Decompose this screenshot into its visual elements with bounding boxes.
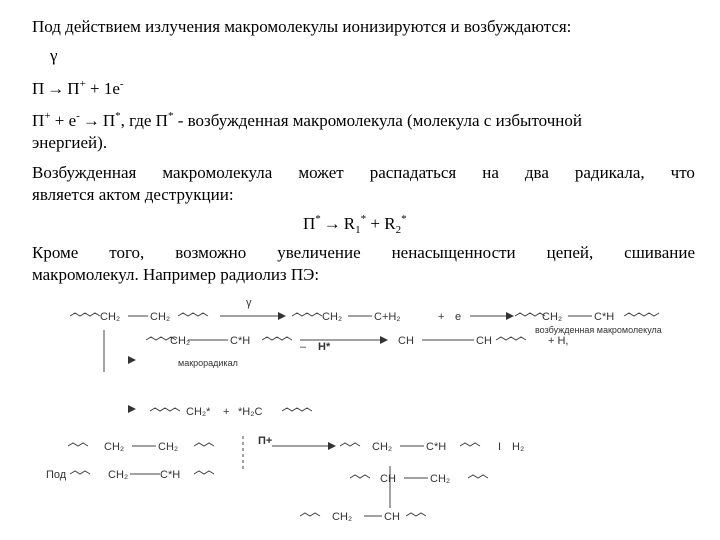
ch2-group: CH₂ — [372, 441, 393, 453]
polymer-chain-line — [340, 443, 360, 446]
ch2-group: CH₂ — [150, 311, 171, 323]
ch2-group: CH₂ — [170, 335, 191, 347]
arrow-head-icon — [128, 405, 136, 413]
crosslinking-paragraph-line2: макромолекул. Например радиолиз ПЭ: — [32, 265, 320, 284]
plus-bar: I — [498, 441, 502, 453]
polymer-chain-line — [282, 408, 312, 411]
ch2-radical: CH₂* — [186, 406, 211, 418]
polymer-chain-line — [262, 337, 292, 340]
eq2-where-mark: * — [167, 110, 174, 122]
eq3-radical1: R — [343, 214, 356, 233]
arrow-head-icon — [128, 356, 136, 364]
word: возможно — [175, 243, 247, 262]
word: распадаться — [369, 163, 457, 182]
radical-group: C*H — [230, 335, 251, 347]
polymer-chain-line — [468, 475, 488, 478]
gamma-label: γ — [246, 297, 252, 309]
ch2-group: CH₂ — [332, 511, 353, 523]
ch-group: CH — [384, 511, 400, 523]
ch-group: CH — [476, 335, 492, 347]
eq2-ion-charge: + — [44, 110, 51, 122]
plus-sign: + — [438, 311, 445, 323]
polymer-chain-line — [70, 313, 100, 316]
polymer-chain-line — [406, 513, 426, 516]
polymer-chain-line — [194, 471, 214, 474]
word: цепей, — [546, 243, 594, 262]
eq1-electron: + 1e — [85, 79, 120, 98]
plus-sign: + — [223, 406, 230, 418]
polymer-chain-line — [194, 443, 214, 446]
polymer-chain-line — [150, 408, 180, 411]
eq3-radical2-index: 2 — [395, 224, 402, 236]
word: сшивание — [624, 243, 695, 262]
minus-sign: – — [300, 341, 307, 353]
ch2-group: CH₂ — [104, 441, 125, 453]
word: Возбужденная — [32, 163, 137, 182]
eq1-reactant: П — [32, 79, 45, 98]
word: увеличение — [277, 243, 361, 262]
polymer-chain-line — [515, 313, 545, 316]
arrow-icon: → — [323, 214, 341, 233]
eq3-excited-mark: * — [315, 213, 321, 225]
word: ненасыщенности — [391, 243, 516, 262]
eq1-electron-charge: - — [119, 78, 124, 90]
radical-group: C*H — [594, 311, 615, 323]
intro-line: Под действием излучения макромолекулы ионизируются и возбуждаются: — [32, 17, 572, 36]
ionized-group: C+H₂ — [374, 311, 401, 323]
electron-label: e — [455, 311, 462, 323]
polymer-chain-line — [300, 513, 320, 516]
word: Кроме — [32, 243, 79, 262]
macroradical-label: макрорадикал — [178, 358, 238, 368]
ch2-group: CH₂ — [322, 311, 343, 323]
eq1-product: П — [67, 79, 80, 98]
eq1-product-charge: + — [79, 78, 86, 90]
eq2-electron: + e — [50, 111, 77, 130]
eq3-radical2: + R — [366, 214, 396, 233]
ch-group: CH — [398, 335, 414, 347]
arrow-head-icon — [506, 312, 514, 320]
polymer-chain-line — [624, 313, 659, 316]
word: на — [482, 163, 499, 182]
eq2-electron-charge: - — [76, 110, 80, 122]
polymer-chain-line — [496, 337, 526, 340]
eq3-radical1-mark: * — [360, 213, 367, 225]
eq3-excited: П — [303, 214, 316, 233]
polymer-chain-line — [460, 443, 480, 446]
arrow-icon: → — [47, 79, 65, 98]
gamma-symbol: γ — [50, 46, 58, 65]
ch2-group: CH₂ — [430, 473, 451, 485]
word: макромолекула — [162, 163, 273, 182]
polymer-chain-line — [292, 313, 322, 316]
excited-molecule-label: возбужденная макромолекула — [535, 325, 662, 335]
polymer-chain-line — [350, 475, 370, 478]
arrow-head-icon — [380, 336, 388, 344]
destruction-paragraph-line2: является актом деструкции: — [32, 185, 234, 204]
under-label: Под — [46, 469, 67, 481]
eq2-excited: П — [102, 111, 116, 130]
ch2-group: CH₂ — [100, 311, 121, 323]
word: что — [670, 163, 695, 182]
polymer-chain-line — [178, 313, 208, 316]
hydrogen-product: H₂ — [512, 441, 525, 453]
word: может — [298, 163, 344, 182]
excitation-line2: энергией). — [32, 133, 108, 152]
polymer-chain-line — [70, 471, 90, 474]
h2c-radical: *H₂C — [238, 406, 263, 418]
word: два — [524, 163, 549, 182]
eq3-radical2-mark: * — [401, 213, 407, 225]
arrow-head-icon — [278, 312, 286, 320]
ch2-group: CH₂ — [542, 311, 563, 323]
ch2-group: CH₂ — [108, 469, 129, 481]
eq2-ion: П — [32, 111, 45, 130]
ion-label: П+ — [258, 435, 273, 447]
eq2-excited-mark: * — [115, 110, 121, 122]
word: радикала, — [574, 163, 645, 182]
eq2-where: , где П — [120, 111, 168, 130]
arrow-icon: → — [82, 111, 100, 130]
arrow-head-icon — [328, 442, 336, 450]
hydrogen-radical: H* — [318, 341, 331, 353]
radical-group: C*H — [426, 441, 447, 453]
eq2-definition: - возбужденная макромолекула (молекула с избыточной — [173, 111, 582, 130]
ch2-group: CH₂ — [158, 441, 179, 453]
hydrogen-product: + H, — [548, 335, 569, 347]
radical-group: C*H — [160, 469, 181, 481]
polymer-chain-line — [68, 443, 88, 446]
word: того, — [109, 243, 145, 262]
eq3-radical1-index: 1 — [355, 224, 361, 236]
ch-group: CH — [380, 473, 396, 485]
